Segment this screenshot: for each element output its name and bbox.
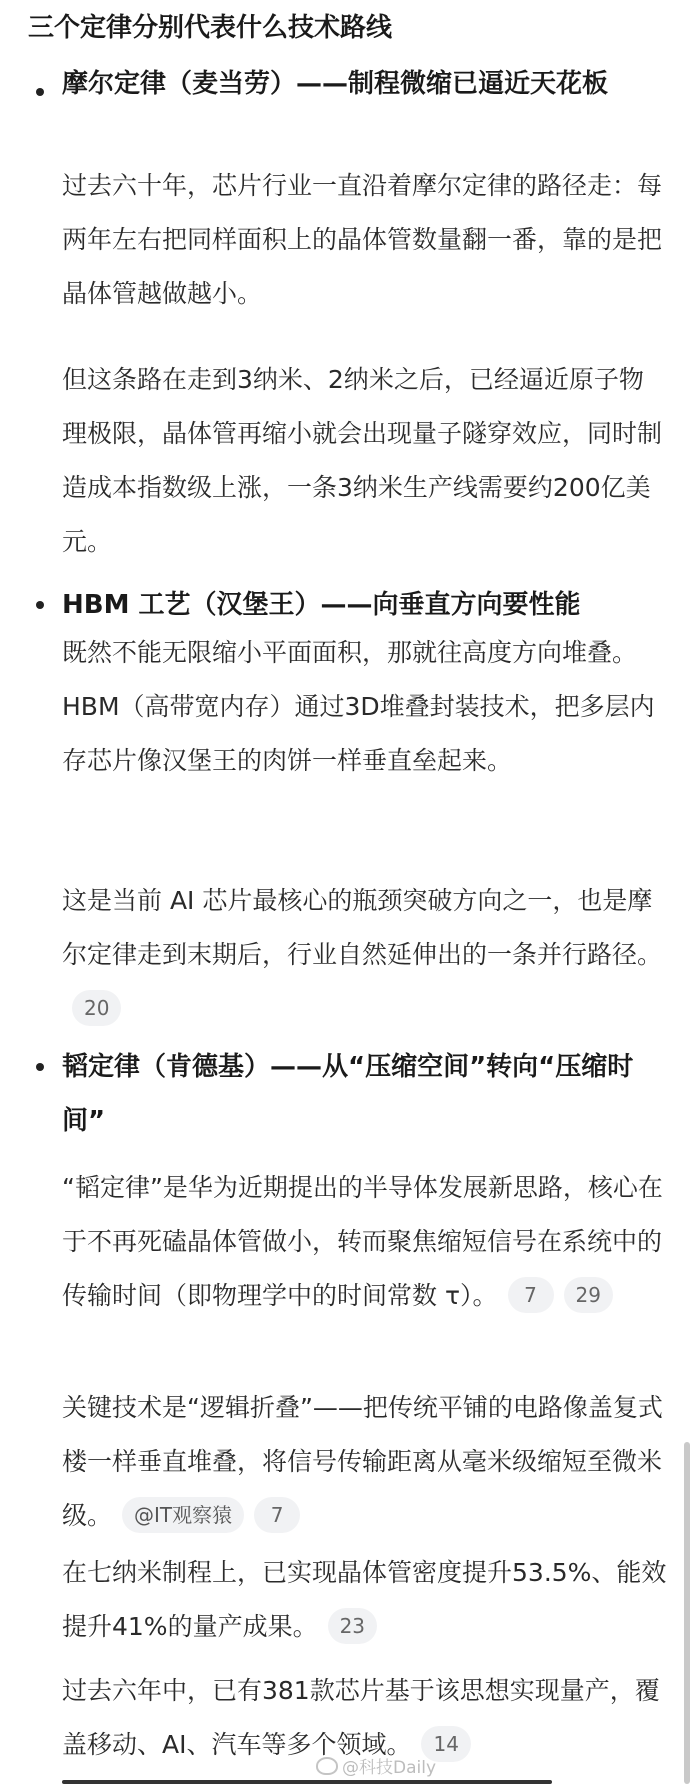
section-heading: 韬定律（肯德基）——从“压缩空间”转向“压缩时间” bbox=[62, 1052, 634, 1136]
paragraph-text: 这是当前 AI 芯片最核心的瓶颈突破方向之一，也是摩尔定律走到末期后，行业自然延伸出的一条并行路径。 bbox=[62, 886, 663, 969]
section-heading: 摩尔定律（麦当劳）——制程微缩已逼近天花板 bbox=[62, 69, 609, 99]
citation-badge[interactable]: 23 bbox=[328, 1608, 377, 1644]
weibo-logo-icon bbox=[316, 1757, 338, 1775]
watermark bbox=[316, 1753, 436, 1778]
citation-badge[interactable]: 7 bbox=[254, 1497, 300, 1533]
bullet-dot bbox=[36, 1063, 44, 1071]
paragraph: 但这条路在走到3纳米、2纳米之后，已经逼近原子物理极限，晶体管再缩小就会出现量子隧穿效应，同时制造成本指数级上涨，一条3纳米生产线需要约200亿美元。 bbox=[62, 365, 663, 556]
citation-badge[interactable]: 7 bbox=[508, 1277, 554, 1313]
page-title: 三个定律分别代表什么技术路线 bbox=[28, 13, 393, 43]
paragraph-text: 过去六年中，已有381款芯片基于该思想实现量产，覆盖移动、AI、汽车等多个领域。 bbox=[62, 1676, 660, 1759]
paragraph-text: “韬定律”是华为近期提出的半导体发展新思路，核心在于不再死磕晶体管做小，转而聚焦缩短信号在系统中的传输时间（即物理学中的时间常数 τ）。 bbox=[62, 1173, 663, 1310]
paragraph: 既然不能无限缩小平面面积，那就往高度方向堆叠。HBM（高带宽内存）通过3D堆叠封装技术，把多层内存芯片像汉堡王的肉饼一样垂直垒起来。 bbox=[62, 638, 655, 775]
paragraph-with-citation bbox=[62, 1546, 668, 1654]
bullet-dot bbox=[36, 88, 44, 96]
citation-badge[interactable]: 14 bbox=[421, 1726, 470, 1762]
paragraph-with-citation bbox=[62, 1381, 668, 1543]
paragraph: 过去六十年，芯片行业一直沿着摩尔定律的路径走：每两年左右把同样面积上的晶体管数量翻一番，靠的是把晶体管越做越小。 bbox=[62, 171, 663, 308]
section-heading: HBM 工艺（汉堡王）——向垂直方向要性能 bbox=[62, 590, 581, 620]
citation-badge[interactable]: 29 bbox=[564, 1277, 613, 1313]
watermark-text: @科技Daily bbox=[342, 1758, 437, 1778]
citation-badge[interactable]: 20 bbox=[72, 990, 121, 1026]
paragraph-with-citation bbox=[62, 1161, 668, 1323]
bullet-dot bbox=[36, 601, 44, 609]
paragraph-with-citation bbox=[62, 874, 668, 1036]
scrollbar[interactable] bbox=[684, 1442, 690, 1784]
bottom-overlay-bar bbox=[62, 1780, 552, 1784]
paragraph-text: 在七纳米制程上，已实现晶体管密度提升53.5%、能效提升41%的量产成果。 bbox=[62, 1558, 667, 1641]
paragraph-text: 关键技术是“逻辑折叠”——把传统平铺的电路像盖复式楼一样垂直堆叠，将信号传输距离从毫米级缩短至微米级。 bbox=[62, 1393, 663, 1530]
source-citation-badge[interactable]: @IT观察猿 bbox=[122, 1497, 244, 1533]
